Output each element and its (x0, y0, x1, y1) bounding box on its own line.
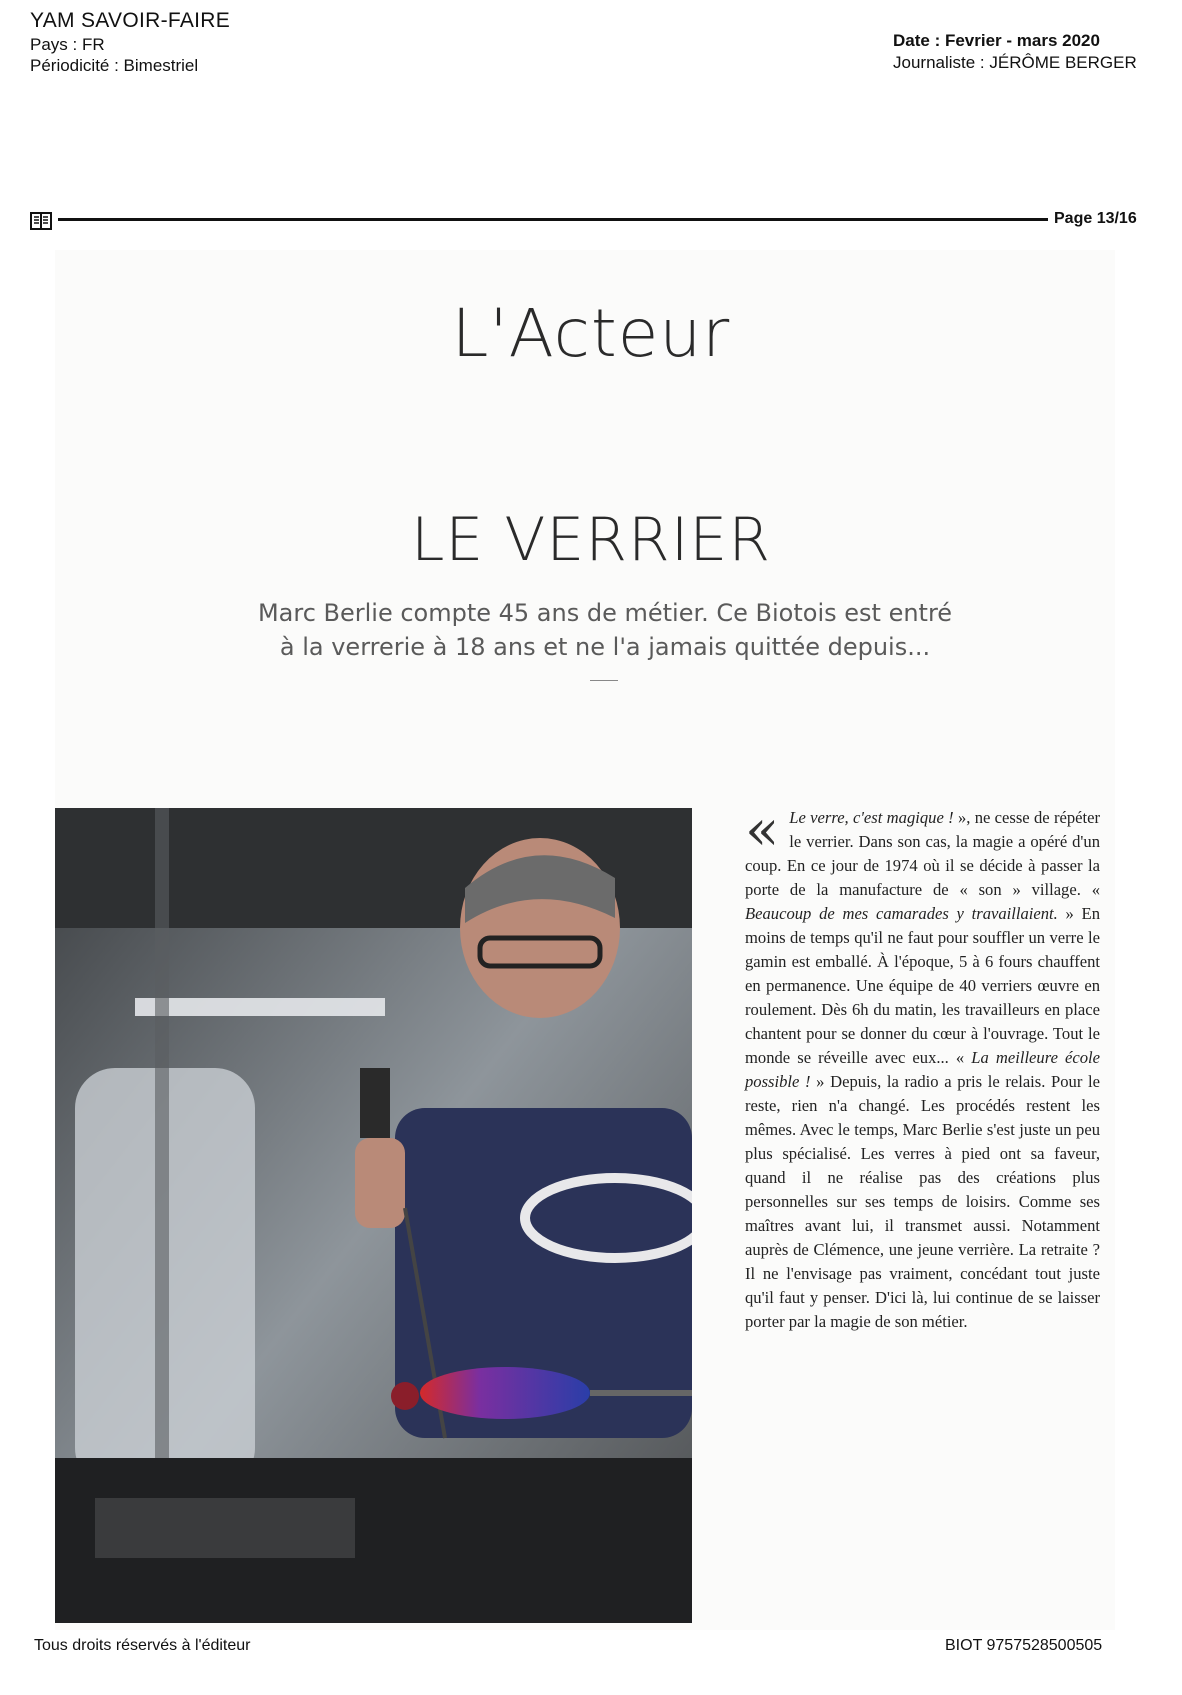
article-headline: LE VERRIER (410, 505, 772, 575)
article-photo (55, 808, 692, 1623)
quote-2: Beaucoup de mes camarades y travaillaient. (745, 904, 1058, 923)
publication-header (30, 8, 230, 76)
body-segment-3: » Depuis, la radio a pris le relais. Pour le reste, rien n'a changé. Les procédés restent les mêmes. Avec le temps, Marc Berlie s'est juste un peu plus spécialisé. Les verres à pied ont sa faveur, quand il ne réalise pas des créations plus personnelles sur ses temps de loisirs. Comme ses maîtres avant lui, il transmet aussi. Notamment auprès de Clémence, une jeune verrière. La retraite ? Il ne l'envisage pas vraiment, concédant tout juste qu'il faut y penser. D'ici là, lui continue de se laisser porter par la magie de son métier. (745, 1072, 1100, 1331)
separator-rule (590, 680, 618, 681)
date-block (893, 30, 1163, 73)
date-line: Date : Fevrier - mars 2020 (893, 31, 1100, 50)
country-line: Pays : FR (30, 35, 105, 54)
standfirst-line-1: Marc Berlie compte 45 ans de métier. Ce Biotois est entré (257, 599, 953, 627)
publication-name: YAM SAVOIR-FAIRE (30, 9, 231, 32)
header-rule (58, 218, 1048, 221)
body-segment-2: » En moins de temps qu'il ne faut pour souffler un verre le gamin est emballé. À l'époque, 5 à 6 fours chauffent en permanence. Une équipe de 40 verriers œuvre en roulement. Dès 6h du matin, les travailleurs en place chantent pour se donner du cœur à l'ouvrage. Tout le monde se réveille avec eux... « (745, 904, 1100, 1067)
journalist-line: Journaliste : JÉRÔME BERGER (893, 53, 1137, 72)
document-reference: BIOT 9757528500505 (945, 1637, 1103, 1654)
quote-1: Le verre, c'est magique ! (789, 808, 954, 827)
newspaper-icon (30, 211, 52, 231)
body-segment-1: », ne cesse de répéter le verrier. Dans son cas, la magie a opéré d'un coup. En ce jour de 1974 où il se décide à passer la porte de la manufacture de « son » village. « (745, 808, 1100, 899)
article-body (745, 798, 1101, 1334)
rights-notice: Tous droits réservés à l'éditeur (34, 1637, 251, 1654)
periodicity-line: Périodicité : Bimestriel (30, 56, 199, 75)
page-number: Page 13/16 (1054, 210, 1137, 227)
article-standfirst (230, 596, 980, 664)
section-title: L'Acteur (451, 295, 731, 372)
opening-quote-mark: « (745, 798, 780, 863)
standfirst-line-2: à la verrerie à 18 ans et ne l'a jamais quittée depuis... (279, 633, 931, 661)
quote-3: La meilleure école possible ! (745, 1048, 1101, 1091)
